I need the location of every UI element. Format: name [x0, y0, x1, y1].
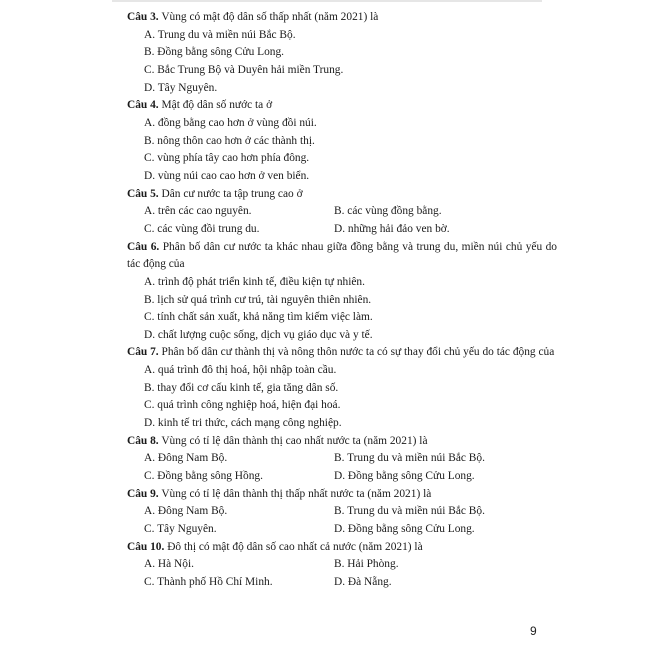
question-label: Câu 5. [127, 187, 159, 200]
page-number: 9 [530, 624, 537, 638]
question-stem [127, 239, 557, 274]
question-list [127, 9, 557, 592]
question-stem [127, 486, 557, 504]
question-label: Câu 8. [127, 434, 159, 447]
option-c: C. Bắc Trung Bộ và Duyên hải miền Trung. [144, 63, 344, 76]
option-a: A. quá trình đô thị hoá, hội nhập toàn cầu. [144, 364, 337, 377]
options [127, 203, 557, 238]
option-b: B. các vùng đồng bằng. [334, 205, 442, 218]
options [127, 27, 557, 98]
option-d: D. chất lượng cuộc sống, dịch vụ giáo dục và y tế. [144, 328, 373, 341]
options-row [127, 203, 557, 221]
question-6 [127, 239, 557, 345]
question-text: Vùng có tỉ lệ dân thành thị cao nhất nước ta (năm 2021) là [161, 434, 428, 447]
question-label: Câu 4. [127, 99, 159, 112]
option-b: B. Hải Phòng. [334, 558, 399, 571]
option-b: B. Đồng bằng sông Cửu Long. [144, 46, 285, 59]
question-text: Phân bố dân cư thành thị và nông thôn nước ta có sự thay đổi chủ yếu do tác động của [161, 346, 555, 359]
question-8 [127, 433, 557, 486]
question-5 [127, 186, 557, 239]
option-d: D. những hải đảo ven bờ. [334, 222, 450, 235]
question-text: Vùng có tỉ lệ dân thành thị thấp nhất nước ta (năm 2021) là [161, 487, 432, 500]
option-a: A. đồng bằng cao hơn ở vùng đồi núi. [144, 116, 317, 129]
question-label: Câu 9. [127, 487, 159, 500]
question-label: Câu 3. [127, 11, 159, 23]
option-d: D. Đồng bằng sông Cửu Long. [334, 470, 475, 483]
option-d: D. Đồng bằng sông Cửu Long. [334, 523, 475, 536]
options-row [127, 503, 557, 521]
option-d: D. vùng núi cao cao hơn ở ven biển. [144, 169, 310, 182]
question-label: Câu 10. [127, 540, 165, 553]
question-stem [127, 344, 557, 362]
question-stem [127, 9, 557, 27]
question-4 [127, 97, 557, 185]
question-stem [127, 433, 557, 451]
option-b: B. nông thôn cao hơn ở các thành thị. [144, 134, 315, 147]
question-text: Dân cư nước ta tập trung cao ở [161, 187, 303, 200]
options-row [127, 450, 557, 468]
option-c: C. Thành phố Hồ Chí Minh. [144, 576, 273, 588]
options-row [127, 556, 557, 574]
options [127, 503, 557, 538]
option-c: C. các vùng đồi trung du. [144, 222, 260, 235]
option-b: B. thay đổi cơ cấu kinh tế, gia tăng dân số. [144, 381, 339, 394]
question-text: Đô thị có mật độ dân số cao nhất cả nước (năm 2021) là [167, 540, 423, 553]
option-c: C. quá trình công nghiệp hoá, hiện đại hoá. [144, 399, 341, 412]
option-c: C. tính chất sản xuất, khả năng tìm kiếm việc làm. [144, 311, 373, 324]
options-row [127, 221, 557, 239]
question-label: Câu 7. [127, 346, 159, 359]
question-label: Câu 6. [127, 240, 160, 253]
option-a: A. trình độ phát triển kinh tế, điều kiện tự nhiên. [144, 275, 365, 288]
question-3 [127, 9, 557, 97]
page-top-edge [112, 0, 542, 2]
question-stem [127, 186, 557, 204]
options [127, 556, 557, 591]
question-9 [127, 486, 557, 539]
option-b: B. Trung du và miền núi Bắc Bộ. [334, 452, 485, 465]
option-d: D. kinh tế tri thức, cách mạng công nghiệp. [144, 417, 342, 430]
option-d: D. Đà Nẵng. [334, 576, 392, 588]
option-d: D. Tây Nguyên. [144, 81, 218, 94]
option-c: C. Tây Nguyên. [144, 523, 217, 536]
question-stem [127, 97, 557, 115]
question-text: Vùng có mật độ dân số thấp nhất (năm 2021) là [161, 11, 379, 23]
options-row [127, 468, 557, 486]
question-text: Phân bố dân cư nước ta khác nhau giữa đồng bằng và trung du, miền núi chủ yếu do tác động của [127, 240, 557, 271]
option-a: A. Đông Nam Bộ. [144, 505, 228, 518]
question-stem [127, 539, 557, 557]
options-row [127, 521, 557, 539]
option-a: A. Đông Nam Bộ. [144, 452, 228, 465]
option-b: B. lịch sử quá trình cư trú, tài nguyên thiên nhiên. [144, 293, 372, 306]
options [127, 115, 557, 186]
options [127, 450, 557, 485]
options [127, 274, 557, 345]
option-c: C. Đồng bằng sông Hồng. [144, 470, 263, 483]
option-a: A. trên các cao nguyên. [144, 205, 252, 218]
question-10 [127, 539, 557, 592]
options [127, 362, 557, 433]
options-row [127, 574, 557, 592]
option-a: A. Trung du và miền núi Bắc Bộ. [144, 28, 296, 41]
question-text: Mật độ dân số nước ta ở [161, 99, 273, 112]
option-c: C. vùng phía tây cao hơn phía đông. [144, 152, 310, 165]
question-7 [127, 344, 557, 432]
option-a: A. Hà Nội. [144, 558, 194, 571]
option-b: B. Trung du và miền núi Bắc Bộ. [334, 505, 485, 518]
